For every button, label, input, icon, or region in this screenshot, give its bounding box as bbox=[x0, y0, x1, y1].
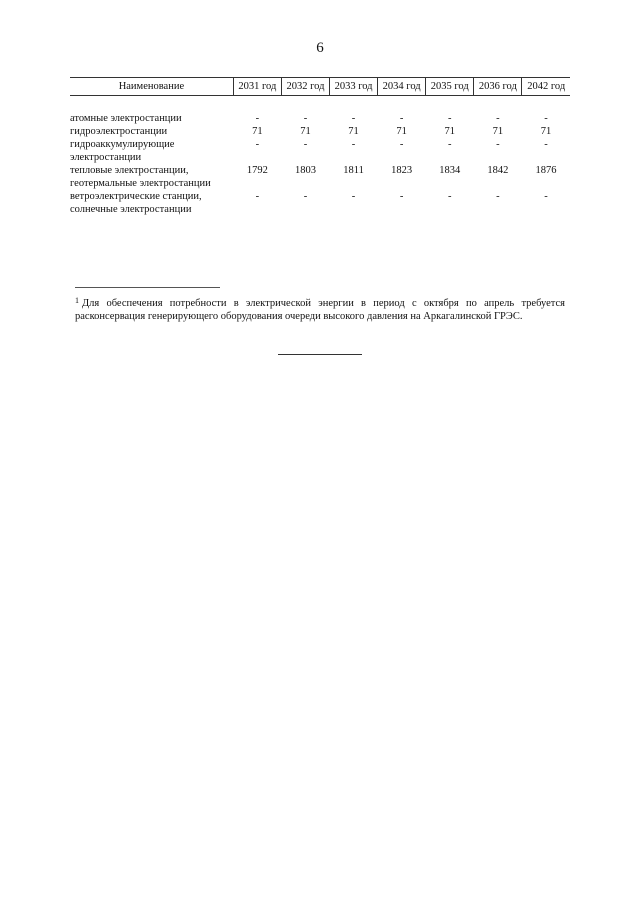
cell-value: 1803 bbox=[294, 165, 316, 176]
column-header-year: 2032 год bbox=[281, 78, 329, 96]
cell-value: - bbox=[303, 113, 308, 124]
column-header-year: 2033 год bbox=[330, 78, 378, 96]
capacity-table bbox=[70, 77, 570, 216]
cell-value: - bbox=[351, 113, 356, 124]
footnote-marker: 1 bbox=[75, 296, 79, 305]
table-row bbox=[70, 138, 570, 164]
table-row bbox=[70, 190, 570, 216]
cell-value: - bbox=[496, 191, 500, 202]
cell-value: - bbox=[496, 139, 500, 150]
cell-value: 71 bbox=[252, 126, 263, 137]
table-header-row bbox=[70, 78, 570, 96]
table-row bbox=[70, 112, 570, 125]
page-number: 6 bbox=[316, 40, 324, 56]
cell-value: 1811 bbox=[343, 165, 364, 176]
column-header-name: Наименование bbox=[70, 78, 233, 96]
cell-value: - bbox=[544, 191, 548, 202]
row-name: тепловые электростанции, геотермальные электростанции bbox=[70, 165, 211, 189]
cell-value: - bbox=[399, 191, 404, 202]
footnote bbox=[75, 294, 565, 323]
cell-value: - bbox=[255, 139, 260, 150]
end-of-document-rule bbox=[278, 354, 362, 355]
cell-value: 1842 bbox=[487, 165, 509, 176]
cell-value: 1823 bbox=[391, 165, 413, 176]
cell-value: 71 bbox=[396, 126, 407, 137]
cell-value: 71 bbox=[348, 126, 359, 137]
cell-value: - bbox=[544, 113, 548, 124]
cell-value: - bbox=[447, 191, 452, 202]
footnote-separator bbox=[75, 287, 220, 288]
cell-value: 71 bbox=[492, 126, 504, 137]
column-header-year: 2031 год bbox=[233, 78, 281, 96]
cell-value: - bbox=[399, 139, 404, 150]
cell-value: - bbox=[351, 139, 356, 150]
cell-value: 71 bbox=[300, 126, 311, 137]
row-name: гидроэлектростанции bbox=[70, 126, 168, 137]
cell-value: - bbox=[255, 113, 260, 124]
column-header-year: 2034 год bbox=[378, 78, 426, 96]
cell-value: - bbox=[544, 139, 548, 150]
cell-value: - bbox=[255, 191, 260, 202]
cell-value: - bbox=[447, 139, 452, 150]
cell-value: - bbox=[351, 191, 356, 202]
footnote-text: Для обеспечения потребности в электрической энергии в период с октября по апрель требуется расконсервация генерирующего оборудования очереди высокого давления на Аркагалинской ГРЭС. bbox=[75, 298, 565, 322]
cell-value: - bbox=[399, 113, 404, 124]
row-name: атомные электростанции bbox=[70, 113, 182, 124]
row-name: гидроаккумулирующие электростанции bbox=[70, 139, 175, 163]
cell-value: 71 bbox=[540, 126, 552, 137]
row-name: ветроэлектрические станции, солнечные электростанции bbox=[70, 191, 202, 215]
cell-value: - bbox=[447, 113, 452, 124]
cell-value: - bbox=[303, 139, 308, 150]
column-header-year: 2042 год bbox=[522, 78, 570, 96]
cell-value: 1876 bbox=[535, 165, 557, 176]
cell-value: 71 bbox=[444, 126, 455, 137]
table-row bbox=[70, 164, 570, 190]
cell-value: 1792 bbox=[246, 165, 268, 176]
column-header-year: 2036 год bbox=[474, 78, 522, 96]
cell-value: - bbox=[496, 113, 500, 124]
table-row bbox=[70, 125, 570, 138]
column-header-year: 2035 год bbox=[426, 78, 474, 96]
cell-value: - bbox=[303, 191, 308, 202]
cell-value: 1834 bbox=[439, 165, 461, 176]
